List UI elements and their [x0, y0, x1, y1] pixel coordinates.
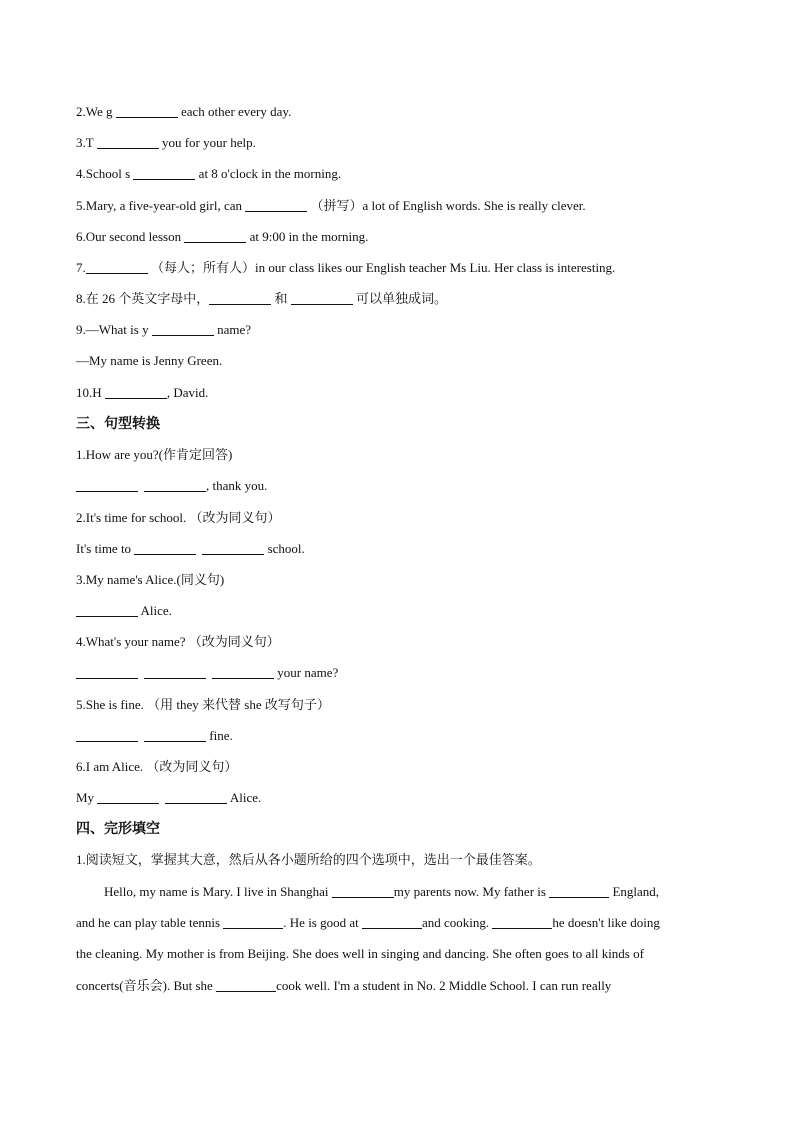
- answer-blank[interactable]: [76, 477, 138, 492]
- passage-text: cook well. I'm a student in No. 2 Middle School. I can run really: [276, 978, 612, 993]
- answer-blank[interactable]: [492, 914, 552, 929]
- question-text: at 9:00 in the morning.: [246, 229, 369, 244]
- answer-text: fine.: [206, 728, 233, 743]
- answer-blank[interactable]: [76, 602, 138, 617]
- answer-blank[interactable]: [184, 228, 246, 243]
- section-4-heading: 四、完形填空: [76, 821, 160, 837]
- question-text: each other every day.: [177, 104, 292, 119]
- cloze-passage-line-2: [76, 913, 722, 933]
- answer-blank[interactable]: [105, 384, 167, 399]
- answer-blank[interactable]: [216, 977, 276, 992]
- answer-text: My: [76, 790, 98, 805]
- question-text: （拼写）a lot of English words. She is really clever.: [307, 198, 586, 213]
- question-7: [76, 258, 615, 278]
- question-text: 可以单独成词。: [352, 291, 448, 306]
- transform-question-2: 2.It's time for school. （改为同义句）: [76, 510, 281, 525]
- cloze-instruction: 1.阅读短文，掌握其大意，然后从各小题所给的四个选项中，选出一个最佳答案。: [76, 852, 541, 867]
- cloze-passage-line-3: the cleaning. My mother is from Beijing. She does well in singing and dancing. She often goes to all kinds of: [76, 946, 644, 961]
- answer-text: your name?: [274, 665, 339, 680]
- passage-text: he doesn't like doing: [552, 915, 660, 930]
- question-text: , David.: [166, 385, 209, 400]
- answer-blank[interactable]: [134, 540, 196, 555]
- passage-text: Hello, my name is Mary. I live in Shanghai: [104, 884, 332, 899]
- transform-answer-4: [76, 663, 338, 683]
- answer-blank[interactable]: [202, 540, 264, 555]
- question-text: 7.: [76, 260, 86, 275]
- answer-blank[interactable]: [86, 259, 148, 274]
- question-text: （每人；所有人）in our class likes our English teacher Ms Liu. Her class is interesting.: [147, 260, 616, 275]
- transform-answer-3: [76, 601, 172, 621]
- passage-text: my parents now. My father is: [393, 884, 550, 899]
- question-text: 3.T: [76, 135, 97, 150]
- answer-blank[interactable]: [362, 914, 422, 929]
- transform-question-4: 4.What's your name? （改为同义句）: [76, 634, 280, 649]
- answer-blank[interactable]: [76, 664, 138, 679]
- question-text: 和: [271, 291, 291, 306]
- answer-blank[interactable]: [144, 477, 206, 492]
- answer-blank[interactable]: [76, 727, 138, 742]
- answer-blank[interactable]: [152, 321, 214, 336]
- answer-blank[interactable]: [97, 789, 159, 804]
- transform-answer-6: [76, 788, 261, 808]
- answer-blank[interactable]: [332, 883, 394, 898]
- question-text: 5.Mary, a five-year-old girl, can: [76, 198, 246, 213]
- answer-text: Alice.: [227, 790, 262, 805]
- question-text: at 8 o'clock in the morning.: [195, 166, 342, 181]
- question-8: [76, 289, 447, 309]
- question-2: [76, 102, 291, 122]
- passage-text: and he can play table tennis: [76, 915, 224, 930]
- answer-blank[interactable]: [116, 103, 178, 118]
- answer-blank[interactable]: [223, 914, 283, 929]
- question-text: name?: [213, 322, 251, 337]
- answer-blank[interactable]: [549, 883, 609, 898]
- transform-question-3: 3.My name's Alice.(同义句): [76, 572, 225, 587]
- passage-text: and cooking.: [422, 915, 493, 930]
- transform-question-6: 6.I am Alice. （改为同义句）: [76, 759, 238, 774]
- question-text: 4.School s: [76, 166, 134, 181]
- question-3: [76, 133, 256, 153]
- answer-blank[interactable]: [144, 727, 206, 742]
- question-text: 10.H: [76, 385, 105, 400]
- transform-answer-5: [76, 726, 233, 746]
- answer-blank[interactable]: [209, 290, 271, 305]
- transform-answer-2: [76, 539, 305, 559]
- passage-text: concerts(音乐会). But she: [76, 978, 217, 993]
- question-text: you for your help.: [158, 135, 256, 150]
- question-9: [76, 320, 251, 340]
- passage-text: England,: [609, 884, 660, 899]
- question-text: 8.在 26 个英文字母中，: [76, 291, 210, 306]
- question-text: 6.Our second lesson: [76, 229, 185, 244]
- answer-blank[interactable]: [245, 197, 307, 212]
- answer-blank[interactable]: [144, 664, 206, 679]
- answer-blank[interactable]: [212, 664, 274, 679]
- transform-question-1: 1.How are you?(作肯定回答): [76, 447, 233, 462]
- question-5: [76, 196, 586, 216]
- transform-question-5: 5.She is fine. （用 they 来代替 she 改写句子）: [76, 697, 330, 712]
- answer-blank[interactable]: [133, 165, 195, 180]
- question-text: 2.We g: [76, 104, 116, 119]
- passage-text: . He is good at: [283, 915, 362, 930]
- cloze-passage-line-1: [76, 882, 722, 902]
- question-6: [76, 227, 368, 247]
- section-3-heading: 三、句型转换: [76, 416, 160, 432]
- question-9-response: —My name is Jenny Green.: [76, 353, 223, 368]
- answer-blank[interactable]: [291, 290, 353, 305]
- answer-blank[interactable]: [165, 789, 227, 804]
- answer-blank[interactable]: [97, 134, 159, 149]
- question-text: 9.—What is y: [76, 322, 152, 337]
- transform-answer-1: [76, 476, 267, 496]
- question-4: [76, 164, 341, 184]
- answer-text: , thank you.: [206, 478, 268, 493]
- answer-text: Alice.: [138, 603, 172, 618]
- answer-text: It's time to: [76, 541, 135, 556]
- cloze-passage-line-4: [76, 976, 722, 996]
- question-10: [76, 383, 208, 403]
- answer-text: school.: [264, 541, 305, 556]
